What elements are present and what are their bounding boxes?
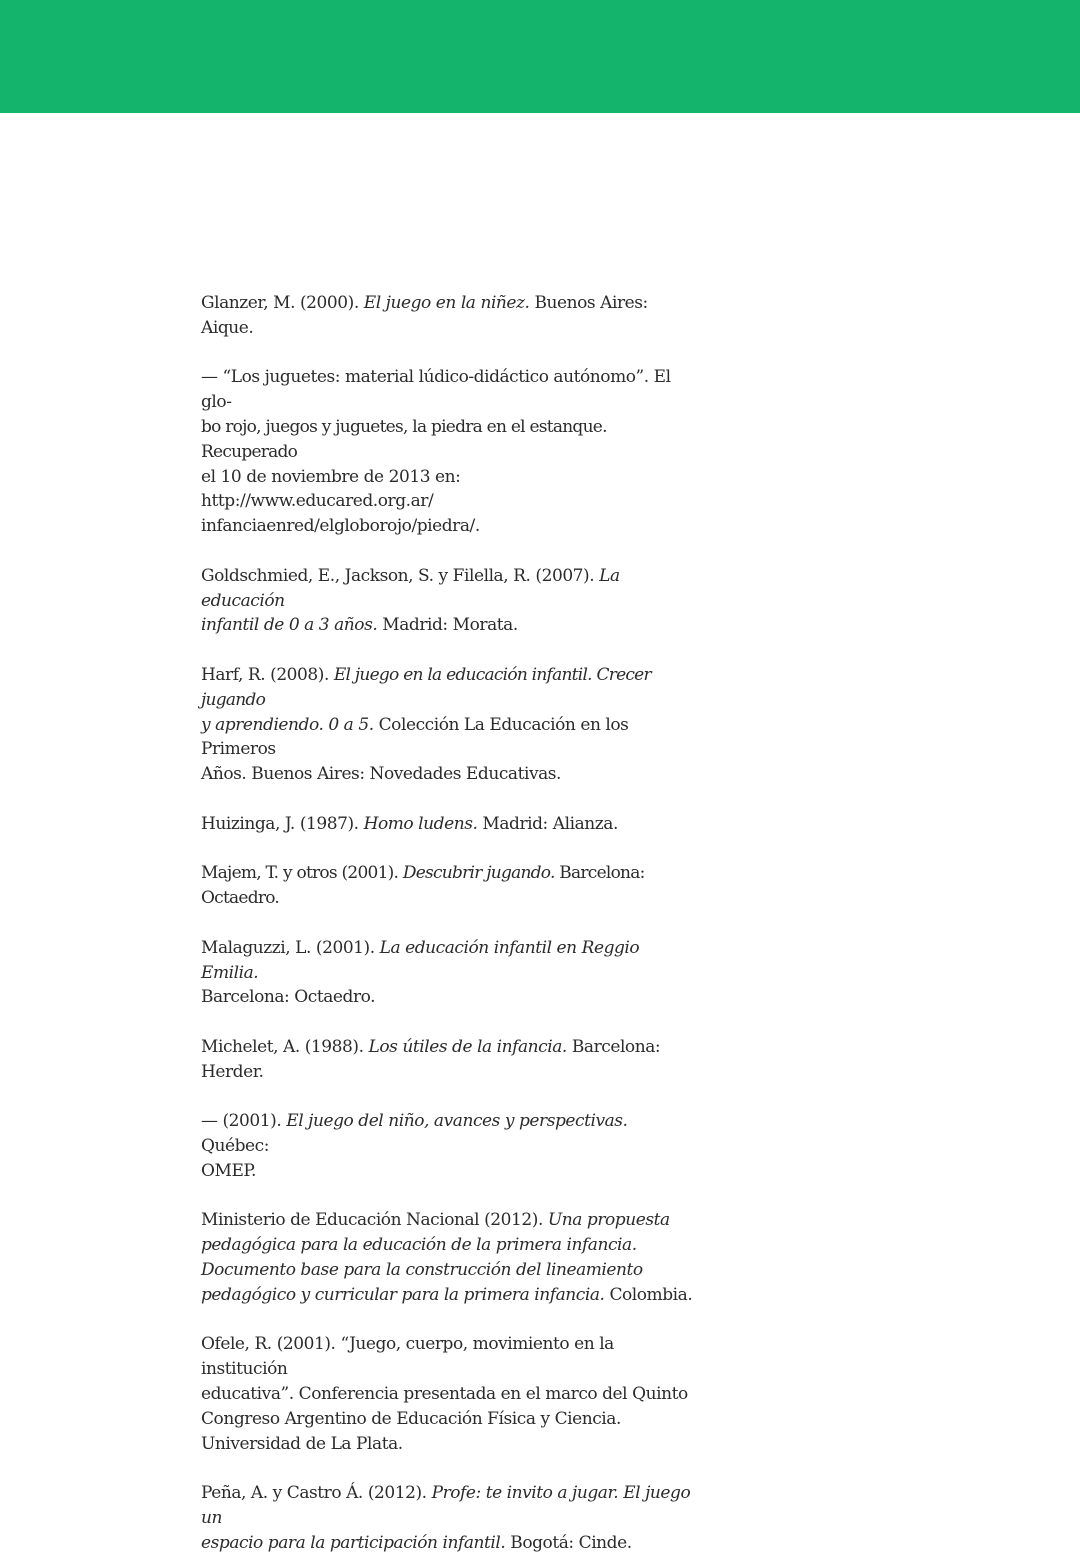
reference-majem: Majem, T. y otros (2001). Descubrir jugando. Barcelona: Octaedro. xyxy=(201,863,645,909)
reference-ministerio: Ministerio de Educación Nacional (2012). Una propuesta pedagógica para la educación de la primera infancia. Documento base para la construcción del lineamiento pedagógico y curricular para la primera infancia. Colombia. xyxy=(201,1210,693,1305)
header-band xyxy=(0,0,1080,113)
reference-ofele: Ofele, R. (2001). “Juego, cuerpo, movimiento en la institución educativa”. Conferencia presentada en el marco del Quinto Congreso Argentino de Educación Física y Ciencia. Universidad de La Plata. xyxy=(201,1334,688,1454)
reference-huizinga: Huizinga, J. (1987). Homo ludens. Madrid: Alianza. xyxy=(201,813,618,834)
reference-list xyxy=(201,291,693,1556)
reference-glanzer-juguetes: — “Los juguetes: material lúdico-didáctico autónomo”. El glo- bo rojo, juegos y juguetes, la piedra en el estanque. Recuperado el 10 de noviembre de 2013 en: http://www.educared.org.ar/ infanciaenred/elgloborojo/piedra/. xyxy=(201,367,671,537)
reference-harf: Harf, R. (2008). El juego en la educación infantil. Crecer jugando y aprendiendo. 0 a 5. Colección La Educación en los Primeros Años. Buenos Aires: Novedades Educativas. xyxy=(201,664,651,785)
reference-michelet-2001: — (2001). El juego del niño, avances y perspectivas. Québec: OMEP. xyxy=(201,1111,628,1181)
reference-glanzer: Glanzer, M. (2000). El juego en la niñez. Buenos Aires: Aique. xyxy=(201,293,648,338)
reference-michelet: Michelet, A. (1988). Los útiles de la infancia. Barcelona: Herder. xyxy=(201,1036,661,1082)
reference-malaguzzi: Malaguzzi, L. (2001). La educación infantil en Reggio Emilia. Barcelona: Octaedro. xyxy=(201,937,640,1008)
reference-pena-castro: Peña, A. y Castro Á. (2012). Profe: te invito a jugar. El juego un espacio para la participación infantil. Bogotá: Cinde. xyxy=(201,1483,691,1553)
reference-goldschmied: Goldschmied, E., Jackson, S. y Filella, R. (2007). La educación infantil de 0 a 3 años. Madrid: Morata. xyxy=(201,565,620,636)
